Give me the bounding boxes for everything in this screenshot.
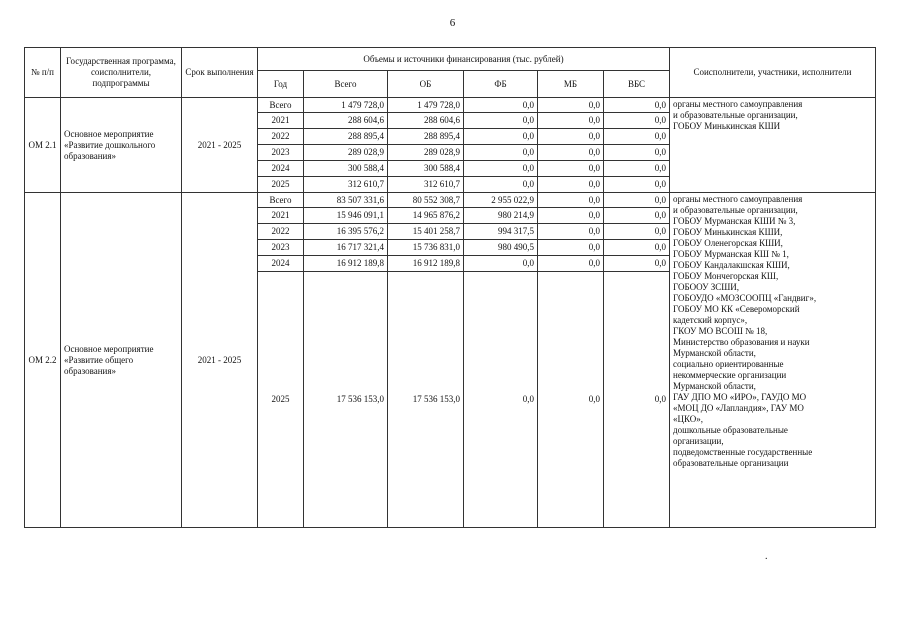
row-executors — [670, 98, 876, 193]
cell-vbs: 0,0 — [604, 256, 670, 272]
cell-mb: 0,0 — [538, 113, 604, 129]
cell-total: 16 717 321,4 — [304, 240, 388, 256]
row-name: Основное мероприятие «Развитие общего образования» — [61, 193, 182, 528]
funding-table — [24, 47, 876, 528]
executor-line: органы местного самоуправления — [673, 194, 803, 204]
cell-ob: 16 912 189,8 — [388, 256, 464, 272]
executor-line: ГОБОУ Мурманская КШ № 1, — [673, 249, 789, 259]
cell-total: 17 536 153,0 — [304, 272, 388, 528]
executor-line: Мурманской области, — [673, 348, 756, 358]
header-ob: ОБ — [388, 71, 464, 98]
cell-ob: 289 028,9 — [388, 145, 464, 161]
header-vbs: ВБС — [604, 71, 670, 98]
cell-ob: 14 965 876,2 — [388, 208, 464, 224]
cell-mb: 0,0 — [538, 129, 604, 145]
cell-ob: 288 895,4 — [388, 129, 464, 145]
cell-year: 2024 — [258, 256, 304, 272]
row-name: Основное мероприятие «Развитие дошкольного образования» — [61, 98, 182, 193]
cell-mb: 0,0 — [538, 224, 604, 240]
cell-year: 2021 — [258, 113, 304, 129]
cell-vbs: 0,0 — [604, 208, 670, 224]
header-fb: ФБ — [464, 71, 538, 98]
cell-mb: 0,0 — [538, 240, 604, 256]
header-term: Срок выполнения — [182, 48, 258, 98]
cell-mb: 0,0 — [538, 256, 604, 272]
cell-total: 288 895,4 — [304, 129, 388, 145]
cell-fb: 980 214,9 — [464, 208, 538, 224]
executor-line: ГОБОУ Мурманская КШИ № 3, — [673, 216, 796, 226]
row-num: ОМ 2.2 — [25, 193, 61, 528]
executor-line: ГОБОУ Оленегорская КШИ, — [673, 238, 783, 248]
executor-line: Министерство образования и науки — [673, 337, 810, 347]
executor-line: подведомственные государственные — [673, 447, 813, 457]
executor-line: ГОБОУ Минькинская КШИ, — [673, 227, 783, 237]
cell-vbs: 0,0 — [604, 177, 670, 193]
cell-mb: 0,0 — [538, 193, 604, 208]
executor-line: некоммерческие организации — [673, 370, 787, 380]
footer-mark: . — [765, 551, 768, 562]
cell-fb: 0,0 — [464, 272, 538, 528]
cell-fb: 0,0 — [464, 161, 538, 177]
executor-line: дошкольные образовательные — [673, 425, 788, 435]
executor-line: ГОБОУ Кандалакшская КШИ, — [673, 260, 790, 270]
cell-fb: 0,0 — [464, 98, 538, 113]
cell-vbs: 0,0 — [604, 224, 670, 240]
row-num: ОМ 2.1 — [25, 98, 61, 193]
header-mb: МБ — [538, 71, 604, 98]
executor-line: и образовательные организации, — [673, 205, 798, 215]
cell-fb: 0,0 — [464, 177, 538, 193]
cell-year: 2025 — [258, 177, 304, 193]
cell-total: 15 946 091,1 — [304, 208, 388, 224]
cell-ob: 17 536 153,0 — [388, 272, 464, 528]
header-year: Год — [258, 71, 304, 98]
cell-fb: 0,0 — [464, 129, 538, 145]
cell-year: 2022 — [258, 129, 304, 145]
cell-fb: 994 317,5 — [464, 224, 538, 240]
executor-line: социально ориентированные — [673, 359, 784, 369]
cell-total: 83 507 331,6 — [304, 193, 388, 208]
executor-line: ГОБООУ ЗСШИ, — [673, 282, 740, 292]
cell-mb: 0,0 — [538, 272, 604, 528]
header-num: № п/п — [25, 48, 61, 98]
cell-mb: 0,0 — [538, 161, 604, 177]
cell-mb: 0,0 — [538, 145, 604, 161]
cell-vbs: 0,0 — [604, 145, 670, 161]
cell-ob: 1 479 728,0 — [388, 98, 464, 113]
executor-line: ГОБОУ МО КК «Североморский — [673, 304, 800, 314]
cell-fb: 2 955 022,9 — [464, 193, 538, 208]
cell-vbs: 0,0 — [604, 193, 670, 208]
header-program: Государственная программа, соисполнители, подпрограммы — [61, 48, 182, 98]
header-executors: Соисполнители, участники, исполнители — [670, 48, 876, 98]
cell-vbs: 0,0 — [604, 240, 670, 256]
cell-year: 2025 — [258, 272, 304, 528]
executor-line: ГАУ ДПО МО «ИРО», ГАУДО МО — [673, 392, 807, 402]
cell-vbs: 0,0 — [604, 272, 670, 528]
header-total: Всего — [304, 71, 388, 98]
executor-line: образовательные организации — [673, 458, 789, 468]
executor-line: организации, — [673, 436, 724, 446]
cell-total: 289 028,9 — [304, 145, 388, 161]
cell-year: Всего — [258, 193, 304, 208]
cell-mb: 0,0 — [538, 208, 604, 224]
cell-fb: 0,0 — [464, 113, 538, 129]
cell-ob: 80 552 308,7 — [388, 193, 464, 208]
row-term: 2021 - 2025 — [182, 98, 258, 193]
cell-total: 1 479 728,0 — [304, 98, 388, 113]
cell-ob: 15 736 831,0 — [388, 240, 464, 256]
cell-total: 312 610,7 — [304, 177, 388, 193]
cell-fb: 980 490,5 — [464, 240, 538, 256]
cell-ob: 312 610,7 — [388, 177, 464, 193]
cell-year: 2023 — [258, 240, 304, 256]
executor-line: ГОБОУДО «МОЗСООПЦ «Гандвиг», — [673, 293, 817, 303]
header-funding: Объемы и источники финансирования (тыс. рублей) — [258, 48, 670, 71]
cell-vbs: 0,0 — [604, 161, 670, 177]
cell-total: 288 604,6 — [304, 113, 388, 129]
cell-mb: 0,0 — [538, 98, 604, 113]
cell-fb: 0,0 — [464, 145, 538, 161]
executor-line: и образовательные организации, — [673, 110, 798, 120]
cell-total: 16 395 576,2 — [304, 224, 388, 240]
page-number: 6 — [449, 17, 456, 29]
row-executors — [670, 193, 876, 528]
cell-fb: 0,0 — [464, 256, 538, 272]
executor-line: ГОБОУ Мончегорская КШ, — [673, 271, 779, 281]
executor-line: ГОБОУ Минькинская КШИ — [673, 121, 781, 131]
cell-ob: 15 401 258,7 — [388, 224, 464, 240]
executor-line: «ЦКО», — [673, 414, 704, 424]
cell-total: 16 912 189,8 — [304, 256, 388, 272]
cell-vbs: 0,0 — [604, 98, 670, 113]
row-term: 2021 - 2025 — [182, 193, 258, 528]
executor-line: ГКОУ МО ВСОШ № 18, — [673, 326, 768, 336]
executor-line: кадетский корпус», — [673, 315, 748, 325]
executor-line: органы местного самоуправления — [673, 99, 803, 109]
cell-year: 2022 — [258, 224, 304, 240]
cell-year: Всего — [258, 98, 304, 113]
cell-year: 2021 — [258, 208, 304, 224]
cell-total: 300 588,4 — [304, 161, 388, 177]
cell-ob: 288 604,6 — [388, 113, 464, 129]
cell-ob: 300 588,4 — [388, 161, 464, 177]
cell-vbs: 0,0 — [604, 129, 670, 145]
executor-line: «МОЦ ДО «Лапландия», ГАУ МО — [673, 403, 804, 413]
cell-year: 2023 — [258, 145, 304, 161]
cell-mb: 0,0 — [538, 177, 604, 193]
executor-line: Мурманской области, — [673, 381, 756, 391]
cell-vbs: 0,0 — [604, 113, 670, 129]
cell-year: 2024 — [258, 161, 304, 177]
